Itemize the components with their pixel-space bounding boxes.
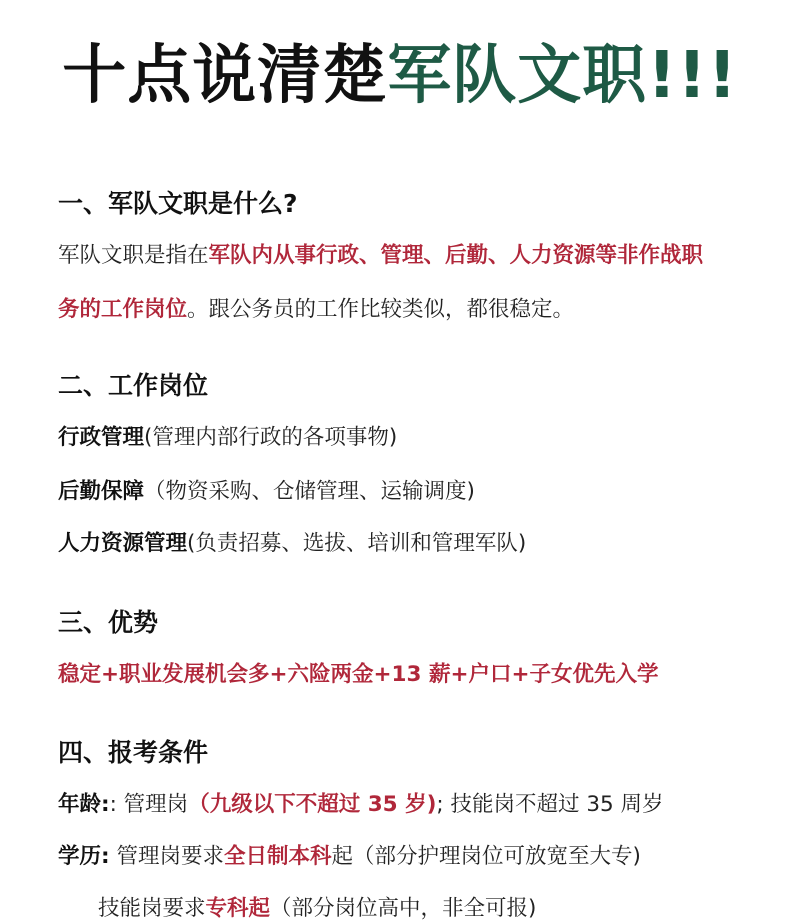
article-title: [0, 36, 800, 116]
section-positions: [58, 369, 778, 559]
plain-text: 技能岗要求: [98, 896, 206, 921]
highlight-text: 全日制本科: [223, 844, 332, 869]
section-heading: 一、军队文职是什么?: [58, 189, 298, 218]
position-item: [58, 529, 778, 559]
position-label: 人力资源管理: [58, 531, 188, 556]
paragraph-line: [58, 295, 778, 325]
section-requirements: [58, 736, 778, 924]
position-desc: (管理内部行政的各项事物): [144, 425, 398, 450]
position-item: [58, 477, 778, 507]
requirement-education-skill: [58, 894, 778, 924]
requirement-label: 学历:: [58, 844, 110, 869]
requirement-age: [58, 790, 778, 820]
position-desc: （物资采购、仓储管理、运输调度): [144, 479, 475, 504]
paragraph-line: [58, 241, 778, 271]
position-desc: (负责招募、选拔、培训和管理军队): [187, 531, 527, 556]
highlight-text: 务的工作岗位: [58, 297, 188, 322]
position-label: 后勤保障: [58, 479, 145, 504]
section-what-is: [58, 187, 778, 325]
highlight-text: 专科起: [205, 896, 271, 921]
plain-text: ; 技能岗不超过 35 周岁: [436, 792, 664, 817]
plain-text: 管理岗要求: [109, 844, 224, 869]
advantages-text: 稳定+职业发展机会多+六险两金+13 薪+户口+子女优先入学: [58, 662, 659, 687]
requirement-education: [58, 842, 778, 872]
position-item: [58, 423, 778, 453]
highlight-text: 军队内从事行政、管理、后勤、人力资源等非作战职: [208, 243, 704, 268]
plain-text: 起（部分护理岗位可放宽至大专): [331, 844, 641, 869]
plain-text: （部分岗位高中，非全可报): [270, 896, 537, 921]
section-heading: 四、报考条件: [58, 738, 209, 767]
section-heading: 三、优势: [58, 608, 159, 637]
plain-text: 。跟公务员的工作比较类似，都很稳定。: [187, 297, 575, 322]
highlight-text: （九级以下不超过 35 岁): [188, 792, 437, 817]
requirement-label: 年龄:: [58, 792, 110, 817]
plain-text: : 管理岗: [109, 792, 189, 817]
plain-text: 军队文职是指在: [58, 243, 209, 268]
section-advantages: [58, 606, 778, 690]
section-heading: 二、工作岗位: [58, 371, 209, 400]
title-exclaim: !!!: [647, 39, 738, 113]
title-part-dark: 十点说清楚: [62, 39, 388, 113]
position-label: 行政管理: [58, 425, 145, 450]
title-part-accent: 军队文职: [387, 39, 648, 113]
